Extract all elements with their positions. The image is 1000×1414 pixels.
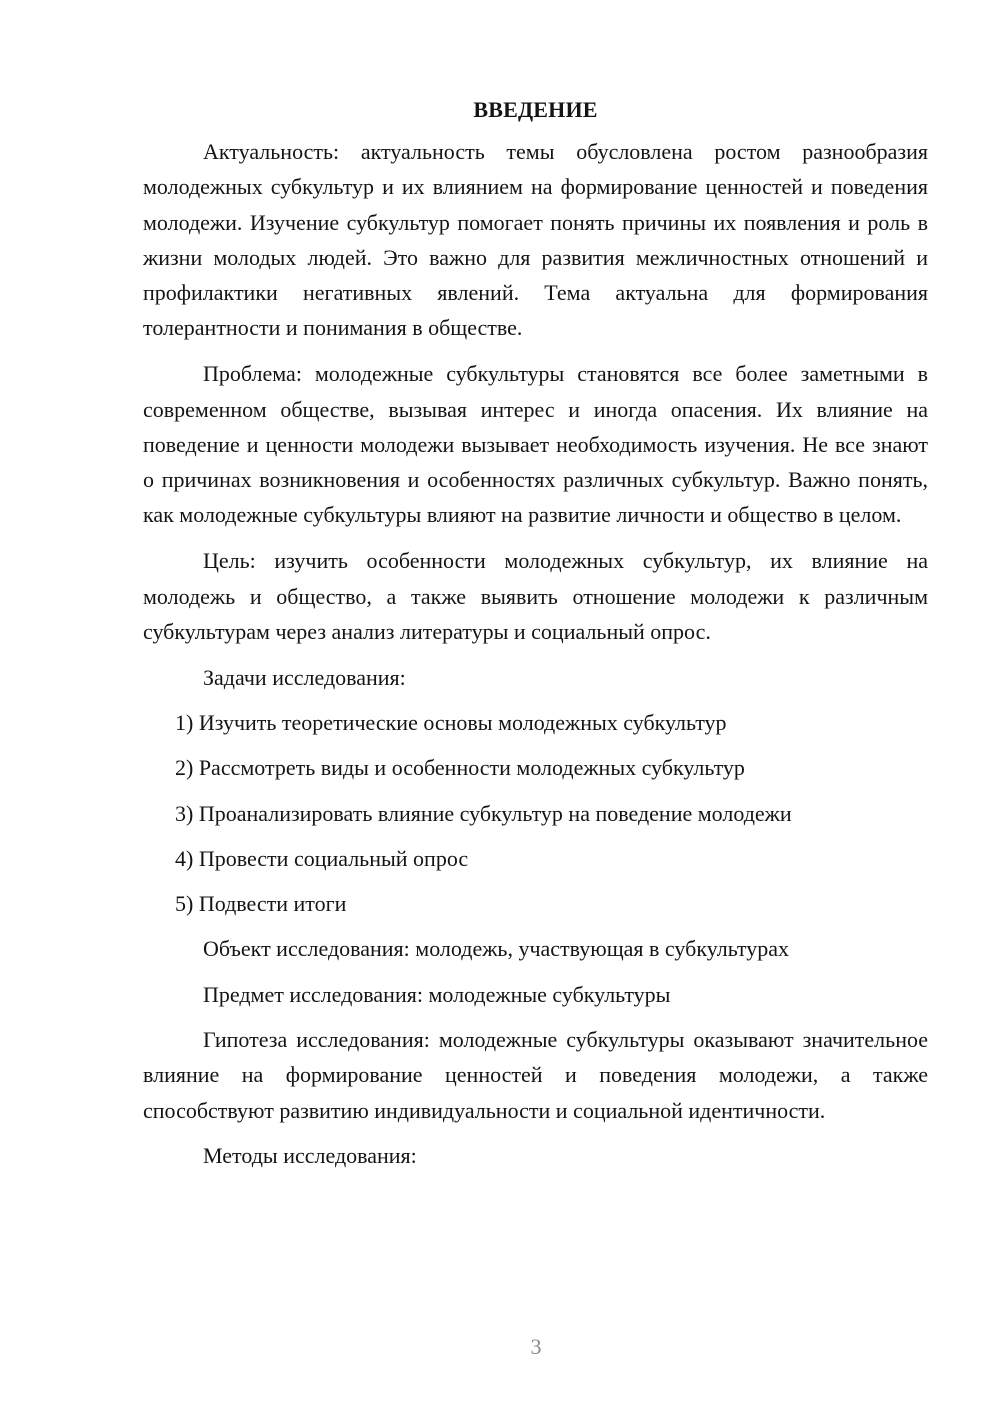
task-item: 3) Проанализировать влияние субкультур на поведение молодежи [175,800,792,826]
task-item: 5) Подвести итоги [175,891,347,917]
task-item: 1) Изучить теоретические основы молодежных субкультур [175,709,727,735]
goal-paragraph: Цель: изучить особенности молодежных субкультур, их влияние на молодежь и общество, а также выявить отношение молодежи к различным субкультурам через анализ литературы и социальный опрос. [143,548,928,644]
relevance-paragraph: Актуальность: актуальность темы обусловлена ростом разнообразия молодежных субкультур и их влиянием на формирование ценностей и поведения молодежи. Изучение субкультур помогает понять причины их появления и роль в жизни молодых людей. Это важно для развития межличностных отношений и профилактики негативных явлений. Тема актуальна для формирования толерантности и понимания в обществе. [143,139,928,341]
subject-paragraph: Предмет исследования: молодежные субкультуры [203,981,671,1007]
section-title: ВВЕДЕНИЕ [473,97,598,122]
hypothesis-paragraph: Гипотеза исследования: молодежные субкультуры оказывают значительное влияние на формирование ценностей и поведения молодежи, а также способствуют развитию индивидуальности и социальной идентичности. [143,1027,928,1123]
task-item: 2) Рассмотреть виды и особенности молодежных субкультур [175,755,745,781]
page-number: 3 [530,1334,542,1359]
tasks-heading: Задачи исследования: [203,664,406,690]
task-item: 4) Провести социальный опрос [175,845,469,871]
problem-paragraph: Проблема: молодежные субкультуры становятся все более заметными в современном обществе, вызывая интерес и иногда опасения. Их влияние на поведение и ценности молодежи вызывает необходимость изучения. Не все знают о причинах возникновения и особенностях различных субкультур. Важно понять, как молодежные субкультуры влияют на развитие личности и общество в целом. [143,361,928,528]
methods-heading: Методы исследования: [203,1143,417,1169]
tasks-list [143,705,928,921]
object-paragraph: Объект исследования: молодежь, участвующая в субкультурах [203,936,789,962]
document-page [143,96,928,1184]
